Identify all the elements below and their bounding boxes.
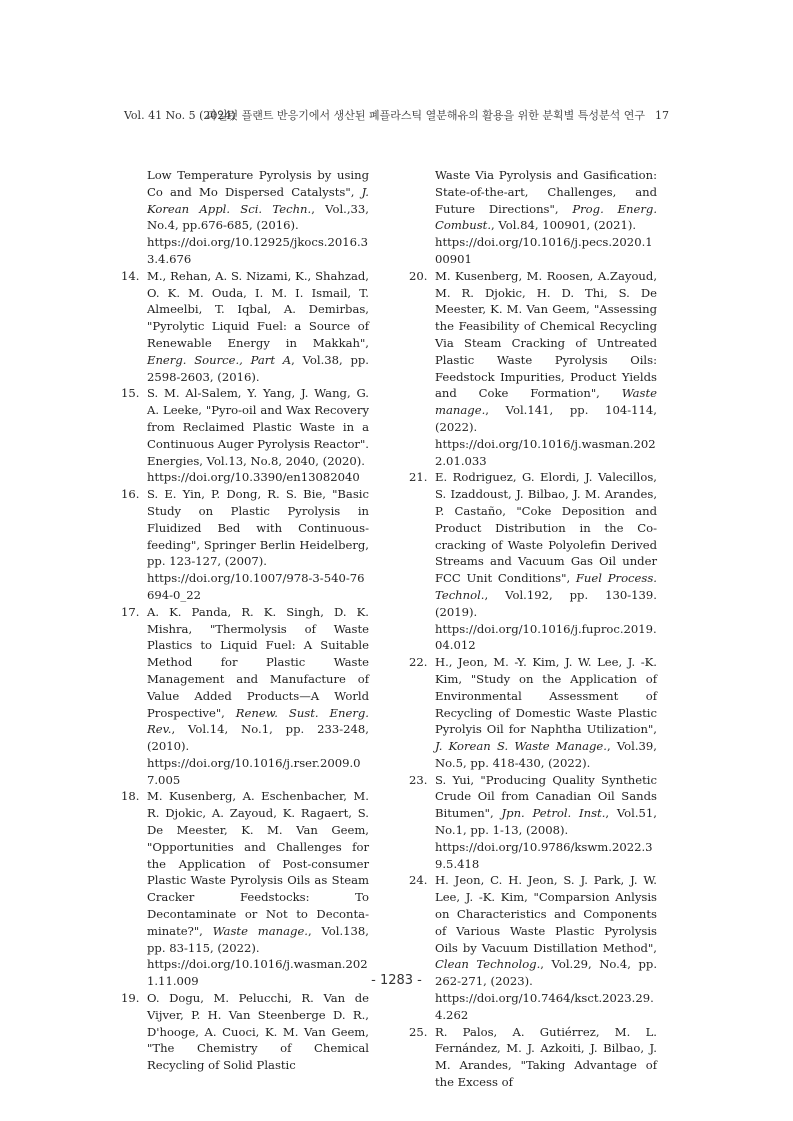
reference-entry	[121, 268, 369, 386]
ref-number: 17.	[121, 604, 140, 619]
ref-text: M. Kusenberg, A. Eschenbacher, M. R. Djokic, A. Zayoud, K. Ragaert, S. De Meester, K. M. Van Geem, "Opportunities and Challenges for the Application of Post-consumer Plastic Waste Pyrolysis Oils as Steam Cracker Feedstocks: To Decontaminate or Not to Deconta-minate?", Waste manage., Vol.138, pp. 83-115, (2022).	[147, 789, 369, 955]
journal-name: Waste manage.	[435, 386, 657, 418]
ref-number: 16.	[121, 487, 140, 502]
ref-number: 23.	[409, 772, 428, 787]
doi-link[interactable]: https://doi.org/10.7464/ksct.2023.29.4.262	[435, 991, 654, 1022]
ref-text: A. K. Panda, R. K. Singh, D. K. Mishra, "Thermolysis of Waste Plastics to Liquid Fuel: A Suitable Method for Plastic Waste Management and Manufacture of Value Added Products—A World Prospective", Renew. Sust. Energ. Rev., Vol.14, No.1, pp. 233-248, (2010).	[147, 604, 369, 754]
reference-entry	[121, 385, 369, 486]
article-title: 파일럿 플랜트 반응기에서 생산된 폐플라스틱 열분해유의 활용을 위한 분획별 특성분석 연구	[206, 109, 645, 122]
left-column	[121, 167, 369, 1074]
reference-entry	[121, 486, 369, 604]
doi-link[interactable]: https://doi.org/10.3390/en13082040	[147, 470, 360, 485]
reference-entry	[409, 1024, 657, 1091]
journal-name: J. Korean Appl. Sci. Techn.	[147, 184, 369, 216]
doi-link[interactable]: https://doi.org/10.1007/978-3-540-76694-0_22	[147, 571, 365, 602]
reference-entry	[121, 990, 369, 1074]
doi-link[interactable]: https://doi.org/10.1016/j.pecs.2020.100901	[435, 235, 653, 266]
doi-link[interactable]: https://doi.org/10.1016/j.wasman.2021.11.009	[147, 957, 368, 989]
ref-text: O. Dogu, M. Pelucchi, R. Van de Vijver, P. H. Van Steenberge D. R., D'hooge, A. Cuoci, K. M. Van Geem, "The Chemistry of Chemical Recycling of Solid Plastic	[147, 991, 369, 1073]
journal-name: J. Korean S. Waste Manage.	[435, 739, 607, 754]
doi-link[interactable]: https://doi.org/10.12925/jkocs.2016.33.4.676	[147, 235, 369, 266]
journal-name: Clean Technolog.	[435, 957, 541, 972]
journal-name: Waste manage.	[212, 923, 308, 938]
ref-number: 14.	[121, 268, 140, 283]
ref-text: S. Yui, "Producing Quality Synthetic Crude Oil from Canadian Oil Sands Bitumen", Jpn. Petrol. Inst., Vol.51, No.1, pp. 1-13, (2008).	[435, 772, 657, 838]
ref-number: 21.	[409, 470, 428, 485]
ref-number: 25.	[409, 1024, 428, 1039]
reference-entry	[121, 788, 369, 990]
right-column	[409, 167, 657, 1091]
page-footer	[0, 973, 793, 988]
ref-text: H., Jeon, M. -Y. Kim, J. W. Lee, J. -K. Kim, "Study on the Application of Environmental Assessment of Recycling of Domestic Waste Plastic Pyrolyis Oil for Naphtha Utilization", J. Korean S. Waste Manage., Vol.39, No.5, pp. 418-430, (2022).	[435, 655, 657, 770]
running-title	[206, 108, 669, 124]
page-number: - 1283 -	[371, 973, 422, 988]
journal-name: Fuel Process. Technol.	[435, 571, 657, 602]
journal-name: Prog. Energ. Combust.	[435, 201, 657, 233]
reference-entry	[121, 167, 369, 268]
ref-number: 18.	[121, 789, 140, 804]
volume-label: Vol. 41 No. 5 (2024)	[124, 109, 236, 122]
doi-link[interactable]: https://doi.org/10.1016/j.fuproc.2019.04.012	[435, 621, 657, 653]
ref-text: E. Rodriguez, G. Elordi, J. Valecillos, S. Izaddoust, J. Bilbao, J. M. Arandes, P. Castaño, "Coke Deposition and Product Distribution in the Co-cracking of Waste Polyolefin Derived Streams and Vacuum Gas Oil under FCC Unit Conditions", Fuel Process. Technol., Vol.192, pp. 130-139. (2019).	[435, 470, 657, 619]
ref-text: M. Kusenberg, M. Roosen, A.Zayoud, M. R. Djokic, H. D. Thi, S. De Meester, K. M. Van Geem, "Assessing the Feasibility of Chemical Recycling Via Steam Cracking of Untreated Plastic Waste Pyrolysis Oils: Feedstock Impurities, Product Yields and Coke Formation", Waste manage., Vol.141, pp. 104-114, (2022).	[435, 268, 657, 434]
ref-text: M., Rehan, A. S. Nizami, K., Shahzad, O. K. M. Ouda, I. M. I. Ismail, T. Almeelbi, T. Iqbal, A. Demirbas, "Pyrolytic Liquid Fuel: a Source of Renewable Energy in Makkah", Energ. Source., Part A, Vol.38, pp. 2598-2603, (2016).	[147, 268, 369, 384]
reference-entry	[409, 268, 657, 470]
header-page-number: 17	[655, 109, 669, 122]
ref-number: 19.	[121, 991, 140, 1006]
doi-link[interactable]: https://doi.org/10.1016/j.rser.2009.07.005	[147, 755, 361, 787]
ref-text: H. Jeon, C. H. Jeon, S. J. Park, J. W. Lee, J. -K. Kim, "Comparsion Anlysis on Characteristics and Components of Various Waste Plastic Pyrolysis Oils by Vacuum Distillation Method", Clean Technolog., Vol.29, No.4, pp. 262-271, (2023).	[435, 873, 658, 989]
journal-name: Energ. Source., Part A	[147, 352, 292, 367]
ref-text: S. M. Al-Salem, Y. Yang, J. Wang, G. A. Leeke, "Pyro-oil and Wax Recovery from Reclaimed Plastic Waste in a Continuous Auger Pyrolysis Reactor". Energies, Vol.13, No.8, 2040, (2020).	[147, 386, 369, 468]
ref-text: Waste Via Pyrolysis and Gasification: State-of-the-art, Challenges, and Future Directions", Prog. Energ. Combust., Vol.84, 100901, (2021).	[435, 168, 657, 233]
reference-entry	[409, 872, 657, 1023]
reference-entry	[409, 167, 657, 268]
doi-link[interactable]: https://doi.org/10.9786/kswm.2022.39.5.418	[435, 839, 653, 871]
reference-entry	[409, 772, 657, 873]
ref-number: 24.	[409, 873, 428, 888]
ref-text: S. E. Yin, P. Dong, R. S. Bie, "Basic Study on Plastic Pyrolysis in Fluidized Bed with Continuous-feeding", Springer Berlin Heidelberg, pp. 123-127, (2007).	[147, 487, 369, 569]
ref-number: 22.	[409, 655, 428, 670]
journal-name: Jpn. Petrol. Inst.	[501, 806, 606, 821]
ref-text: Low Temperature Pyrolysis by using Co and Mo Dispersed Catalysts", J. Korean Appl. Sci. Techn., Vol.,33, No.4, pp.676-685, (2016).	[147, 168, 369, 233]
reference-entry	[409, 469, 657, 654]
ref-number: 20.	[409, 268, 428, 283]
journal-name: Renew. Sust. Energ. Rev.	[147, 705, 369, 737]
doi-link[interactable]: https://doi.org/10.1016/j.wasman.2022.01.033	[435, 436, 656, 468]
reference-entry	[409, 654, 657, 772]
ref-text: R. Palos, A. Gutiérrez, M. L. Fernández, M. J. Azkoiti, J. Bilbao, J. M. Arandes, "Taking Advantage of the Excess of	[435, 1024, 657, 1090]
reference-entry	[121, 604, 369, 789]
ref-number: 15.	[121, 386, 140, 401]
